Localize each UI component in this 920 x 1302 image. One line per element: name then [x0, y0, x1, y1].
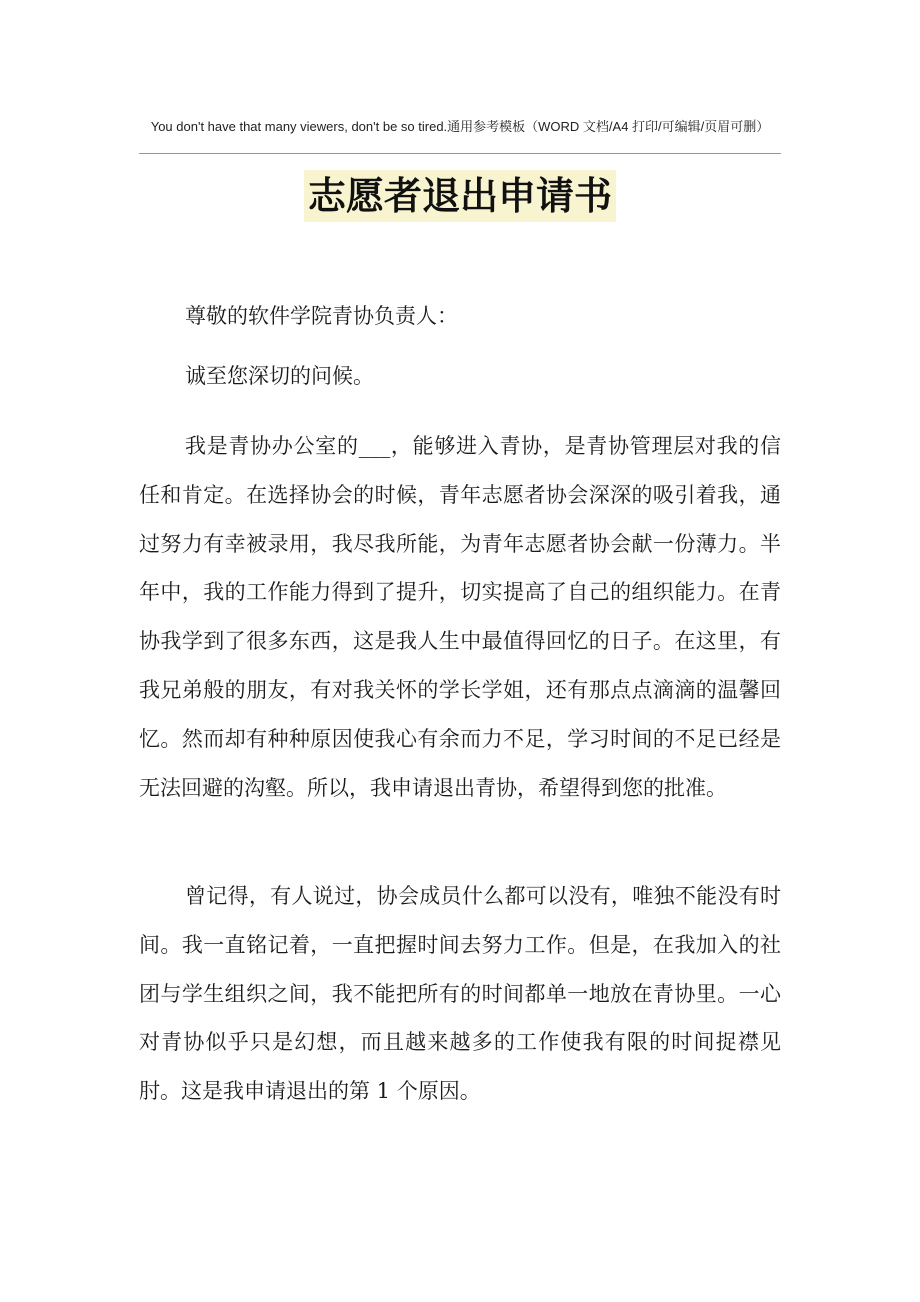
greeting-block — [139, 352, 781, 401]
paragraph-block-2 — [139, 872, 781, 1116]
body-paragraph: 我是青协办公室的___，能够进入青协，是青协管理层对我的信任和肯定。在选择协会的时候，青年志愿者协会深深的吸引着我，通过努力有幸被录用，我尽我所能，为青年志愿者协会献一份薄力。半年中，我的工作能力得到了提升，切实提高了自己的组织能力。在青协我学到了很多东西，这是我人生中最值得回忆的日子。在这里，有我兄弟般的朋友，有对我关怀的学长学姐，还有那点点滴滴的温馨回忆。然而却有种种原因使我心有余而力不足，学习时间的不足已经是无法回避的沟壑。所以，我申请退出青协，希望得到您的批准。 — [139, 434, 781, 800]
document-title: 志愿者退出申请书 — [304, 170, 616, 222]
greeting: 诚至您深切的问候。 — [185, 364, 374, 388]
page-header: You don't have that many viewers, don't be so tired.通用参考模板（WORD 文档/A4 打印/可编辑/页眉可删） — [150, 119, 770, 134]
salutation-block — [139, 292, 781, 341]
paragraph-block-1 — [139, 422, 781, 812]
title-container — [0, 170, 920, 222]
salutation: 尊敬的软件学院青协负责人： — [185, 304, 458, 328]
header-divider — [139, 153, 781, 154]
body-paragraph: 曾记得，有人说过，协会成员什么都可以没有，唯独不能没有时间。我一直铭记着，一直把握时间去努力工作。但是，在我加入的社团与学生组织之间，我不能把所有的时间都单一地放在青协里。一心对青协似乎只是幻想，而且越来越多的工作使我有限的时间捉襟见肘。这是我申请退出的第 1 个原因。 — [139, 884, 781, 1104]
